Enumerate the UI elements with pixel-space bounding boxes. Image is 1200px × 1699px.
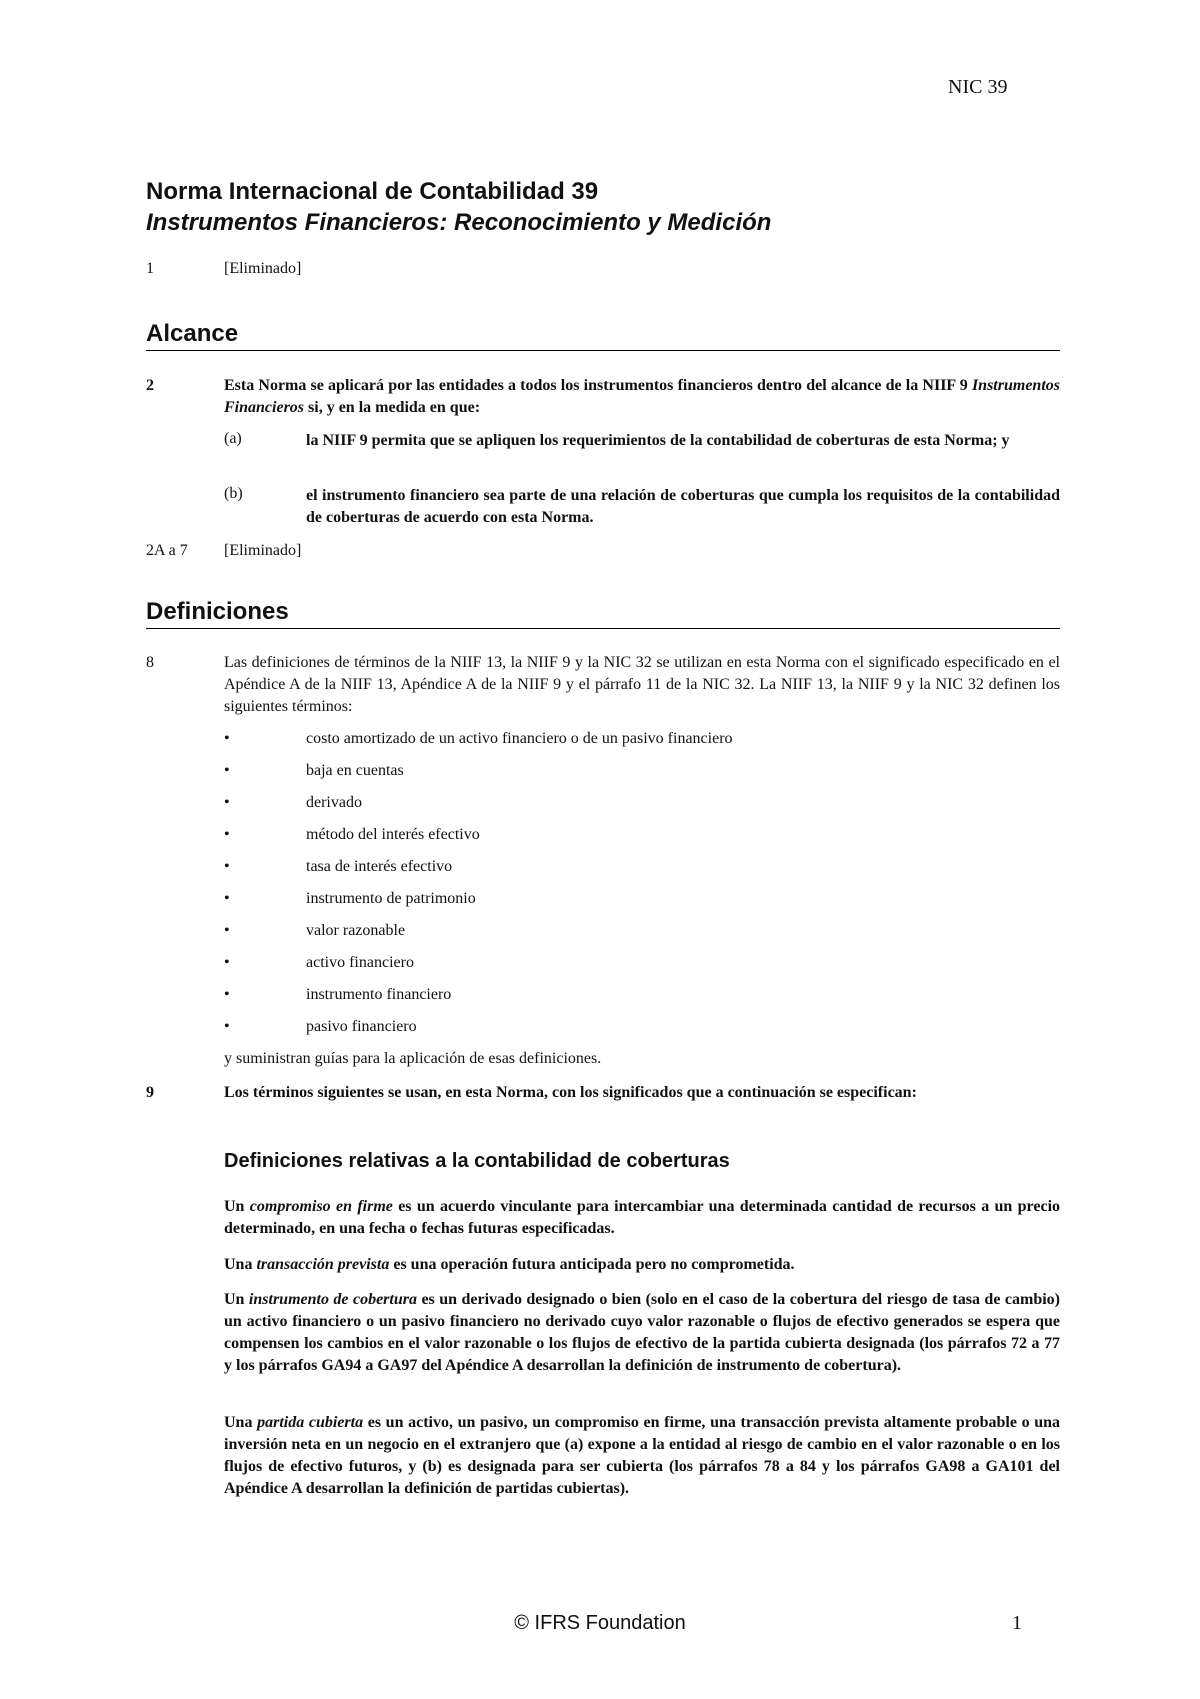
paragraph-number: 2	[146, 377, 154, 394]
bullet-icon: •	[224, 922, 230, 939]
section-heading-definiciones: Definiciones	[146, 598, 1060, 629]
term-item: método del interés efectivo	[306, 826, 480, 843]
term-item: baja en cuentas	[306, 762, 404, 779]
paragraph-8-closing: y suministran guías para la aplicación de esas definiciones.	[224, 1050, 602, 1067]
page-title: Norma Internacional de Contabilidad 39	[146, 178, 599, 205]
paragraph-number: 1	[146, 260, 154, 277]
paragraph-text: Las definiciones de términos de la NIIF 13, la NIIF 9 y la NIC 32 se utilizan en esta Norma con el significado especificado en el Apéndice A de la NIIF 13, Apéndice A de la NIIF 9 y el párrafo 11 de la NIC 32. La NIIF 13, la NIIF 9 y la NIC 32 definen los siguientes términos:	[224, 654, 1060, 715]
bullet-icon: •	[224, 986, 230, 1003]
paragraph-text: Los términos siguientes se usan, en esta Norma, con los significados que a continuación se especifican:	[224, 1084, 917, 1101]
paragraph-number: 9	[146, 1084, 154, 1101]
paragraph-2	[146, 375, 1060, 419]
bullet-icon: •	[224, 730, 230, 747]
term-item: costo amortizado de un activo financiero o de un pasivo financiero	[306, 730, 733, 747]
definition-hedged-item: Una partida cubierta es un activo, un pasivo, un compromiso en firme, una transacción prevista altamente probable o una inversión neta en un negocio en el extranjero que (a) expone a la entidad al riesgo de cambio en el valor razonable o en los flujos de efectivo futuros, y (b) es designada para ser cubierta (los párrafos 78 a 84 y los párrafos GA98 a GA101 del Apéndice A desarrollan la definición de partidas cubiertas).	[224, 1414, 1061, 1497]
definition-hedging-instrument: Un instrumento de cobertura es un derivado designado o bien (solo en el caso de la cobertura del riesgo de tasa de cambio) un activo financiero o un pasivo financiero no derivado cuyo valor razonable o flujos de efectivo generados se espera que compensen los cambios en el valor razonable o los flujos de efectivo de la partida cubierta designada (los párrafos 72 a 77 y los párrafos GA94 a GA97 del Apéndice A desarrollan la definición de instrumento de cobertura).	[224, 1291, 1060, 1374]
bullet-icon: •	[224, 954, 230, 971]
bullet-icon: •	[224, 890, 230, 907]
bullet-icon: •	[224, 1018, 230, 1035]
paragraph-1	[146, 258, 1060, 280]
paragraph-text: [Eliminado]	[224, 542, 302, 559]
term-item: pasivo financiero	[306, 1018, 417, 1035]
document-code: NIC 39	[948, 76, 1008, 98]
term-item: tasa de interés efectivo	[306, 858, 453, 875]
bullet-icon: •	[224, 794, 230, 811]
paragraph-9	[146, 1082, 1060, 1104]
bullet-icon: •	[224, 762, 230, 779]
section-heading-alcance: Alcance	[146, 320, 1060, 351]
subheading-hedge-definitions: Definiciones relativas a la contabilidad de coberturas	[224, 1150, 730, 1172]
paragraph-number: 2A a 7	[146, 542, 188, 559]
term-item: instrumento financiero	[306, 986, 452, 1003]
item-text-b: el instrumento financiero sea parte de una relación de coberturas que cumpla los requisitos de la contabilidad de coberturas de acuerdo con esta Norma.	[306, 487, 1060, 526]
paragraph-text: [Eliminado]	[224, 260, 302, 277]
term-item: valor razonable	[306, 922, 406, 939]
paragraph-2a-7	[146, 540, 1060, 562]
definition-firm-commitment: Un compromiso en firme es un acuerdo vinculante para intercambiar una determinada cantidad de recursos a un precio determinado, en una fecha o fechas futuras especificadas.	[224, 1198, 1061, 1237]
item-label-b: (b)	[224, 485, 243, 502]
bullet-icon: •	[224, 826, 230, 843]
definition-forecast-transaction: Una transacción prevista es una operación futura anticipada pero no comprometida.	[224, 1256, 795, 1273]
page-subtitle: Instrumentos Financieros: Reconocimiento y Medición	[146, 209, 772, 236]
term-item: activo financiero	[306, 954, 414, 971]
footer-copyright: © IFRS Foundation	[514, 1612, 686, 1634]
bullet-icon: •	[224, 858, 230, 875]
paragraph-8	[146, 652, 1060, 718]
term-item: derivado	[306, 794, 362, 811]
item-label-a: (a)	[224, 430, 242, 447]
item-text-a: la NIIF 9 permita que se apliquen los requerimientos de la contabilidad de coberturas de esta Norma; y	[306, 432, 1010, 449]
paragraph-number: 8	[146, 654, 154, 671]
paragraph-text: Esta Norma se aplicará por las entidades a todos los instrumentos financieros dentro del alcance de la NIIF 9 Instrumentos Financieros si, y en la medida en que:	[224, 377, 1060, 416]
term-item: instrumento de patrimonio	[306, 890, 476, 907]
page-number: 1	[1012, 1612, 1022, 1634]
title-block	[146, 178, 771, 237]
